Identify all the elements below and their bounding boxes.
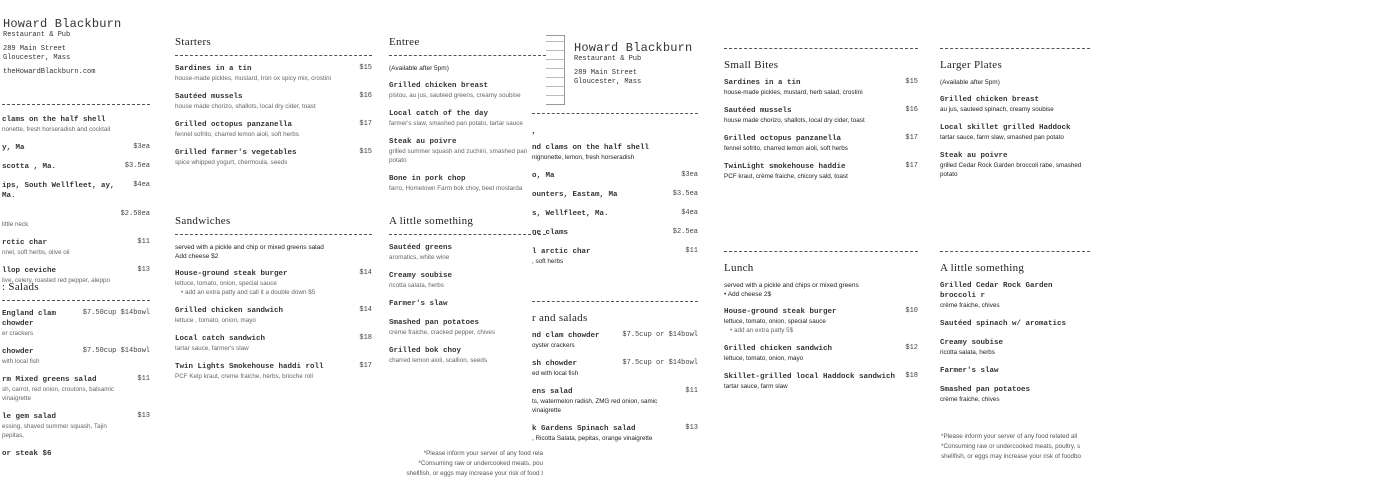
menu-item — [2, 238, 150, 257]
menu-item — [389, 346, 546, 365]
item-name: Grilled octopus panzanella — [175, 121, 293, 129]
item-price: $7.5cup or $14bowl — [622, 359, 698, 367]
item-name: Sardines in a tin — [175, 65, 252, 73]
menu-item — [940, 281, 1090, 310]
item-description: PCF kraut, crème fraiche, chicory sald, toast — [724, 173, 848, 180]
menu-item — [2, 143, 150, 153]
restaurant-name: Howard Blackburn — [574, 41, 693, 55]
item-price: $13 — [137, 412, 150, 420]
menu-section — [532, 113, 698, 275]
item-description: ricotta salata, herbs — [389, 282, 444, 289]
item-price: $12 — [905, 344, 918, 352]
menu-item — [724, 134, 918, 153]
address-city: Gloucester, Mass — [574, 78, 642, 86]
menu-item — [532, 424, 698, 443]
item-description: PCF Kelp kraut, creme fraiche, herbs, brioche roll — [175, 373, 313, 380]
restaurant-subtitle: Restaurant & Pub — [574, 55, 642, 63]
menu-item — [175, 334, 372, 353]
item-name: llop ceviche — [2, 267, 57, 275]
section-heading: Starters — [175, 36, 212, 48]
item-price: $17 — [905, 162, 918, 170]
address-street: 289 Main Street — [574, 69, 638, 77]
item-name: Local catch sandwich — [175, 335, 266, 343]
menu-section — [175, 215, 372, 390]
menu-section — [2, 281, 150, 468]
item-name: Grilled chicken breast — [940, 96, 1040, 104]
menu-item — [532, 387, 698, 415]
disclaimer-line: shellfish, or eggs may increase your risk of food I — [406, 470, 543, 477]
item-price: $15 — [359, 64, 372, 72]
menu-item — [532, 143, 698, 162]
item-description: house made chorizo, shallots, local dry cider, toast — [724, 117, 865, 124]
item-description: aromatics, white wine — [389, 254, 450, 261]
section-divider — [389, 234, 546, 235]
section-note: (Available after 5pm) — [940, 79, 1000, 86]
section-heading: : Salads — [2, 281, 39, 293]
item-name: ips, South Wellfleet, ay, Ma. — [2, 182, 115, 200]
section-divider — [532, 301, 698, 302]
section-heading: Larger Plates — [940, 59, 1003, 71]
menu-item — [940, 123, 1090, 142]
item-name: Steak au poivre — [389, 138, 457, 146]
item-description: crème fraiche, chives — [940, 396, 1000, 403]
disclaimer-line: *Please inform your server of any food rela — [423, 450, 543, 457]
menu-page-6 — [936, 0, 1090, 500]
item-price: $13 — [137, 266, 150, 274]
item-name: Bone in pork chop — [389, 175, 466, 183]
item-description: pistou, au jus, sauteed greens, creamy soubise — [389, 92, 521, 99]
restaurant-name: Howard Blackburn — [3, 17, 122, 31]
item-name: Sardines in a tin — [724, 79, 801, 87]
menu-item — [940, 385, 1090, 404]
item-description: house-made pickles, mustard, herb salad, crostini — [724, 89, 863, 96]
item-name: s, Wellfleet, Ma. — [532, 210, 609, 218]
disclaimer-line: *Consuming raw or undercooked meats, pou — [418, 460, 543, 467]
item-price: $3.5ea — [124, 162, 150, 170]
menu-section — [940, 48, 1090, 188]
allergy-disclaimer — [941, 432, 1081, 462]
disclaimer-line: *Consuming raw or undercooked meats, poultry, s — [941, 443, 1081, 450]
item-name: Local catch of the day — [389, 110, 489, 118]
item-price: $13 — [685, 424, 698, 432]
menu-item — [724, 307, 918, 335]
item-name: Sautéed spinach w/ aromatics — [940, 320, 1067, 328]
menu-item — [389, 137, 546, 165]
menu-section — [2, 104, 150, 294]
item-description: farro, Hometown Farm bok choy, beet mostarda — [389, 185, 523, 192]
menu-item — [2, 309, 150, 338]
item-description: house-made pickles, mustard, Iron ox spicy mix, crostini — [175, 75, 332, 82]
item-price: $18 — [359, 334, 372, 342]
item-name: Smashed pan potatoes — [389, 319, 480, 327]
menu-item — [532, 209, 698, 219]
section-heading: , — [532, 124, 536, 136]
item-price: $14 — [359, 269, 372, 277]
item-description: little neck — [2, 221, 29, 228]
item-name: Grilled farmer's vegetables — [175, 149, 297, 157]
section-heading: Sandwiches — [175, 215, 231, 227]
menu-item — [175, 306, 372, 325]
menu-item — [389, 299, 546, 309]
item-description: lettuce, tomato, onion, special sauce — [724, 318, 826, 325]
item-name: House-ground steak burger — [175, 270, 288, 278]
item-description: , soft herbs — [532, 258, 564, 265]
item-description: lettuce , tomato, onion, mayo — [175, 317, 256, 324]
item-name: k Gardens Spinach salad — [532, 425, 636, 433]
item-name: Local skillet grilled Haddock — [940, 124, 1071, 132]
menu-section — [389, 215, 546, 374]
item-name: Sautéed greens — [389, 244, 453, 252]
item-price: $15 — [905, 78, 918, 86]
menu-item — [2, 412, 150, 440]
item-price: $10 — [905, 307, 918, 315]
menu-item — [2, 375, 150, 403]
menu-item — [724, 344, 918, 363]
item-name: o, Ma — [532, 172, 555, 180]
item-name: House-ground steak burger — [724, 308, 837, 316]
section-heading: Entree — [389, 36, 420, 48]
item-name: scotta , Ma. — [2, 163, 57, 171]
item-name: Sautéed mussels — [724, 107, 792, 115]
item-description: tartar sauce, farmer's slaw — [175, 345, 249, 352]
section-divider — [389, 55, 546, 56]
menu-item — [389, 174, 546, 193]
menu-item — [389, 243, 546, 262]
menu-item — [940, 338, 1090, 357]
menu-item — [724, 372, 918, 391]
menu-item — [2, 181, 150, 201]
menu-item — [724, 162, 918, 181]
section-divider — [940, 48, 1090, 49]
menu-item — [175, 148, 372, 167]
item-price: $11 — [137, 375, 150, 383]
item-price: $7.50cup $14bowl — [82, 347, 150, 355]
item-description: live, celery, roasted red pepper, aleppo — [2, 277, 111, 284]
item-name: Twin Lights Smokehouse haddi roll — [175, 363, 324, 371]
item-name: Skillet-grilled local Haddock sandwich — [724, 373, 896, 381]
item-name: l arctic char — [532, 248, 591, 256]
restaurant-header — [3, 17, 121, 77]
item-price: $3.5ea — [672, 190, 698, 198]
item-description: tartar sauce, farm slaw, smashed pan potato — [940, 134, 1064, 141]
menu-section — [532, 301, 698, 452]
item-addon — [724, 326, 897, 335]
item-price: $7.5cup or $14bowl — [622, 331, 698, 339]
item-description: ricotta salata, herbs — [940, 349, 995, 356]
allergy-disclaimer — [407, 449, 544, 479]
item-name: Grilled chicken sandwich — [175, 307, 284, 315]
item-name: Creamy soubise — [389, 272, 453, 280]
menu-item — [389, 271, 546, 290]
item-name: Grilled Cedar Rock Garden broccoli r — [940, 282, 1053, 300]
item-description: , Ricotta Salata, pepitas, orange vinaigrette — [532, 435, 653, 442]
menu-item — [175, 92, 372, 111]
item-name: or steak $6 — [2, 450, 52, 458]
section-heading: Lunch — [724, 262, 754, 274]
item-price: $18 — [905, 372, 918, 380]
menu-item — [724, 106, 918, 125]
item-addon-text: add an extra patty 5$ — [733, 327, 794, 334]
menu-item — [2, 347, 150, 366]
item-description: tartar sauce, farm slaw — [724, 383, 788, 390]
item-description: nignonette, lemon, fresh horseradish — [532, 154, 635, 161]
menu-section — [940, 251, 1090, 413]
menu-item — [532, 331, 698, 350]
item-name: chowder — [2, 348, 34, 356]
item-description: with local fish — [2, 358, 40, 365]
item-description: nonette, fresh horseradish and cocktail — [2, 126, 111, 133]
item-name: ne clams — [532, 229, 569, 237]
section-heading: r and salads — [532, 312, 588, 324]
item-name: le gem salad — [2, 413, 57, 421]
item-name: England clam chowder — [2, 310, 57, 328]
section-heading: Small Bites — [724, 59, 779, 71]
item-name: y, Ma — [2, 144, 25, 152]
item-description: farmer's slaw, smashed pan potato, tartar sauce — [389, 120, 523, 127]
section-divider — [532, 113, 698, 114]
menu-page-3 — [386, 0, 546, 500]
item-name: Sautéed mussels — [175, 93, 243, 101]
item-price: $17 — [359, 120, 372, 128]
item-price: $15 — [359, 148, 372, 156]
building-illustration-icon — [546, 35, 565, 105]
section-divider — [724, 48, 918, 49]
item-description: au jus, sauteed spinach, creamy soubise — [940, 106, 1054, 113]
menu-item — [2, 162, 150, 172]
item-name: clams on the half shell — [2, 116, 106, 124]
item-price: $7.50cup $14bowl — [82, 309, 150, 317]
item-name: Smashed pan potatoes — [940, 386, 1031, 394]
item-description: grilled Cedar Rock Garden broccoli rabe, smashed potato — [940, 162, 1082, 178]
item-description: spice whipped yogurt, chermoula, seeds — [175, 159, 288, 166]
item-name: nd clam chowder — [532, 332, 600, 340]
bullet-icon: • — [181, 289, 185, 296]
section-heading: A little something — [940, 262, 1025, 274]
menu-section — [724, 48, 918, 190]
item-price: $16 — [905, 106, 918, 114]
item-description: crème fraiche, chives — [940, 302, 1000, 309]
section-note: (Available after 5pm) — [389, 65, 449, 72]
item-description: grilled summer squash and zuchini, smashed pan potato — [389, 148, 528, 164]
item-price: $14 — [359, 306, 372, 314]
item-name: rm Mixed greens salad — [2, 376, 97, 384]
item-name: Grilled chicken breast — [389, 82, 489, 90]
item-price: $4ea — [133, 181, 150, 189]
item-name: ens salad — [532, 388, 573, 396]
menu-item — [175, 64, 372, 83]
menu-section — [389, 36, 546, 202]
menu-item — [532, 171, 698, 181]
item-description: sh, carrot, red onion, croutons, balsamic vinaigrette — [2, 386, 114, 402]
menu-item — [389, 109, 546, 128]
item-addon-text: add an extra patty and call it a double down $5 — [184, 289, 316, 296]
item-description: er crackers — [2, 330, 34, 337]
section-divider — [175, 55, 372, 56]
item-name: Farmer's slaw — [389, 300, 448, 308]
menu-item — [2, 115, 150, 134]
item-name: Grilled bok choy — [389, 347, 462, 355]
section-divider — [724, 251, 918, 252]
item-price: $11 — [685, 247, 698, 255]
disclaimer-line: shellfish, or eggs may increase your risk of foodbo — [941, 453, 1081, 460]
item-name — [2, 210, 112, 220]
menu-item — [175, 362, 372, 381]
section-divider — [175, 234, 372, 235]
item-price: $2.5ea — [672, 228, 698, 236]
restaurant-subtitle: Restaurant & Pub — [3, 31, 71, 39]
item-name: nd clams on the half shell — [532, 144, 650, 152]
item-name: Grilled chicken sandwich — [724, 345, 833, 353]
item-description: nnel, soft herbs, olive oil — [2, 249, 70, 256]
menu-page-4 — [532, 0, 698, 500]
menu-item — [389, 318, 546, 337]
menu-item — [940, 95, 1090, 114]
item-description: ts, watermelon radish, ZMG red onion, samic vinaigrette — [532, 398, 658, 414]
menu-item — [175, 120, 372, 139]
menu-item — [532, 247, 698, 266]
menu-item — [175, 269, 372, 297]
menu-section — [724, 251, 918, 400]
menu-item — [940, 151, 1090, 179]
item-name: ounters, Eastam, Ma — [532, 191, 618, 199]
menu-item — [532, 190, 698, 200]
address-street: 289 Main Street — [3, 45, 67, 53]
item-description: ed with local fish — [532, 370, 579, 377]
item-price: $16 — [359, 92, 372, 100]
item-description: fennel sofrito, charred lemon aioli, soft herbs — [175, 131, 299, 138]
item-price: $3ea — [133, 143, 150, 151]
item-name: Grilled octopus panzanella — [724, 135, 842, 143]
section-divider — [2, 104, 150, 105]
item-description: oyster crackers — [532, 342, 575, 349]
item-name: rctic char — [2, 239, 48, 247]
item-name: TwinLight smokehouse haddie — [724, 163, 846, 171]
item-name: sh chowder — [532, 360, 578, 368]
item-description: fennel sofrito, charred lemon aioli, soft herbs — [724, 145, 848, 152]
menu-page-1 — [0, 0, 150, 500]
item-price: $17 — [905, 134, 918, 142]
menu-item — [940, 319, 1090, 329]
section-heading: A little something — [389, 215, 474, 227]
menu-section — [175, 36, 372, 176]
menu-page-2 — [172, 0, 372, 500]
section-note: served with a pickle and chip or mixed greens salad Add cheese $2 — [175, 244, 324, 260]
item-price: $2.50ea — [120, 210, 150, 218]
section-note: served with a pickle and chips or mixed greens • Add cheese 2$ — [724, 282, 859, 298]
item-description: lettuce, tomato, onion, mayo — [724, 355, 804, 362]
menu-item — [532, 359, 698, 378]
menu-item — [2, 210, 150, 229]
item-price: $11 — [137, 238, 150, 246]
item-addon — [175, 288, 351, 297]
section-divider — [2, 300, 150, 301]
item-description: creme fraiche, cracked pepper, chives — [389, 329, 496, 336]
item-price: $11 — [685, 387, 698, 395]
item-name: Farmer's slaw — [940, 367, 999, 375]
menu-item — [389, 81, 546, 100]
item-description: charred lemon aioli, scallion, seeds — [389, 357, 488, 364]
restaurant-header — [574, 41, 692, 87]
disclaimer-line: *Please inform your server of any food related all — [941, 433, 1078, 440]
menu-item — [532, 228, 698, 238]
item-description: essing, shaved summer squash, Tajin pepitas, — [2, 423, 107, 439]
website-link[interactable]: theHowardBlackburn.com — [3, 68, 96, 76]
item-description: lettuce, tomato, onion, special sauce — [175, 280, 277, 287]
item-description: house made chorizo, shallots, local dry cider, toast — [175, 103, 316, 110]
item-price: $3ea — [681, 171, 698, 179]
bullet-icon: • — [730, 327, 734, 334]
item-price: $4ea — [681, 209, 698, 217]
item-price: $17 — [359, 362, 372, 370]
address-city: Gloucester, Mass — [3, 54, 71, 62]
section-divider — [940, 251, 1090, 252]
item-name: Steak au poivre — [940, 152, 1008, 160]
item-name: Creamy soubise — [940, 339, 1004, 347]
menu-page-5 — [718, 0, 918, 500]
menu-item — [724, 78, 918, 97]
menu-item — [940, 366, 1090, 376]
menu-item — [2, 449, 150, 459]
